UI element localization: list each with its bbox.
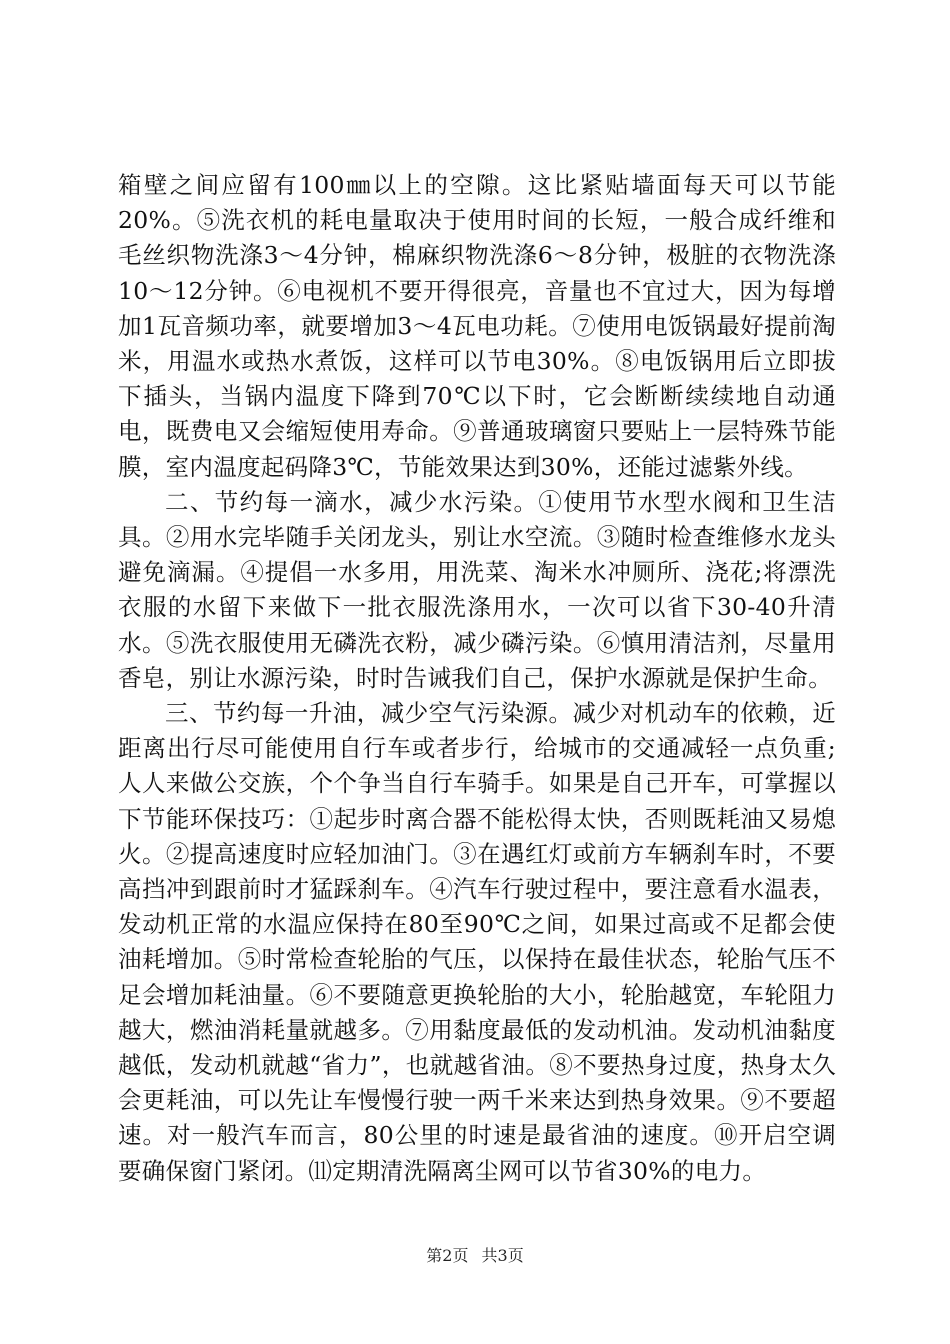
page-footer xyxy=(0,1243,950,1266)
page-total: 共3页 xyxy=(481,1246,524,1265)
paragraph-appliance-tips: 箱壁之间应留有100㎜以上的空隙。这比紧贴墙面每天可以节能20%。⑤洗衣机的耗电量取决于使用时间的长短，一般合成纤维和毛丝织物洗涤3～4分钟，棉麻织物洗涤6～8分钟，极脏的衣物洗涤10～12分钟。⑥电视机不要开得很亮，音量也不宜过大，因为每增加1瓦音频功率，就要增加3～4瓦电功耗。⑦使用电饭锅最好提前淘米，用温水或热水煮饭，这样可以节电30%。⑧电饭锅用后立即拔下插头，当锅内温度下降到70℃以下时，它会断断续续地自动通电，既费电又会缩短使用寿命。⑨普通玻璃窗只要贴上一层特殊节能膜，室内温度起码降3℃，节能效果达到30%，还能过滤紫外线。 xyxy=(118,171,836,481)
paragraph-save-water: 二、节约每一滴水，减少水污染。①使用节水型水阀和卫生洁具。②用水完毕随手关闭龙头，别让水空流。③随时检查维修水龙头避免滴漏。④提倡一水多用，用洗菜、淘米水冲厕所、浇花;将漂洗衣服的水留下来做下一批衣服洗涤用水，一次可以省下30-40升清水。⑤洗衣服使用无磷洗衣粉，减少磷污染。⑥慎用清洁剂，尽量用香皂，别让水源污染，时时告诫我们自己，保护水源就是保护生命。 xyxy=(118,487,836,692)
paragraph-save-oil: 三、节约每一升油，减少空气污染源。减少对机动车的依赖，近距离出行尽可能使用自行车或者步行，给城市的交通减轻一点负重;人人来做公交族，个个争当自行车骑手。如果是自己开车，可掌握以下节能环保技巧：①起步时离合器不能松得太快，否则既耗油又易熄火。②提高速度时应轻加油门。③在遇红灯或前方车辆刹车时，不要高挡冲到跟前时才猛踩刹车。④汽车行驶过程中，要注意看水温表，发动机正常的水温应保持在80至90℃之间，如果过高或不足都会使油耗增加。⑤时常检查轮胎的气压，以保持在最佳状态，轮胎气压不足会增加耗油量。⑥不要随意更换轮胎的大小，轮胎越宽，车轮阻力越大，燃油消耗量就越多。⑦用黏度最低的发动机油。发动机油黏度越低，发动机就越“省力”，也就越省油。⑧不要热身过度，热身太久会更耗油，可以先让车慢慢行驶一两千米来达到热身效果。⑨不要超速。对一般汽车而言，80公里的时速是最省油的速度。⑩开启空调要确保窗门紧闭。⑾定期清洗隔离尘网可以节省30%的电力。 xyxy=(118,699,836,1185)
document-body xyxy=(118,168,836,1189)
page-number: 第2页 xyxy=(426,1246,469,1265)
